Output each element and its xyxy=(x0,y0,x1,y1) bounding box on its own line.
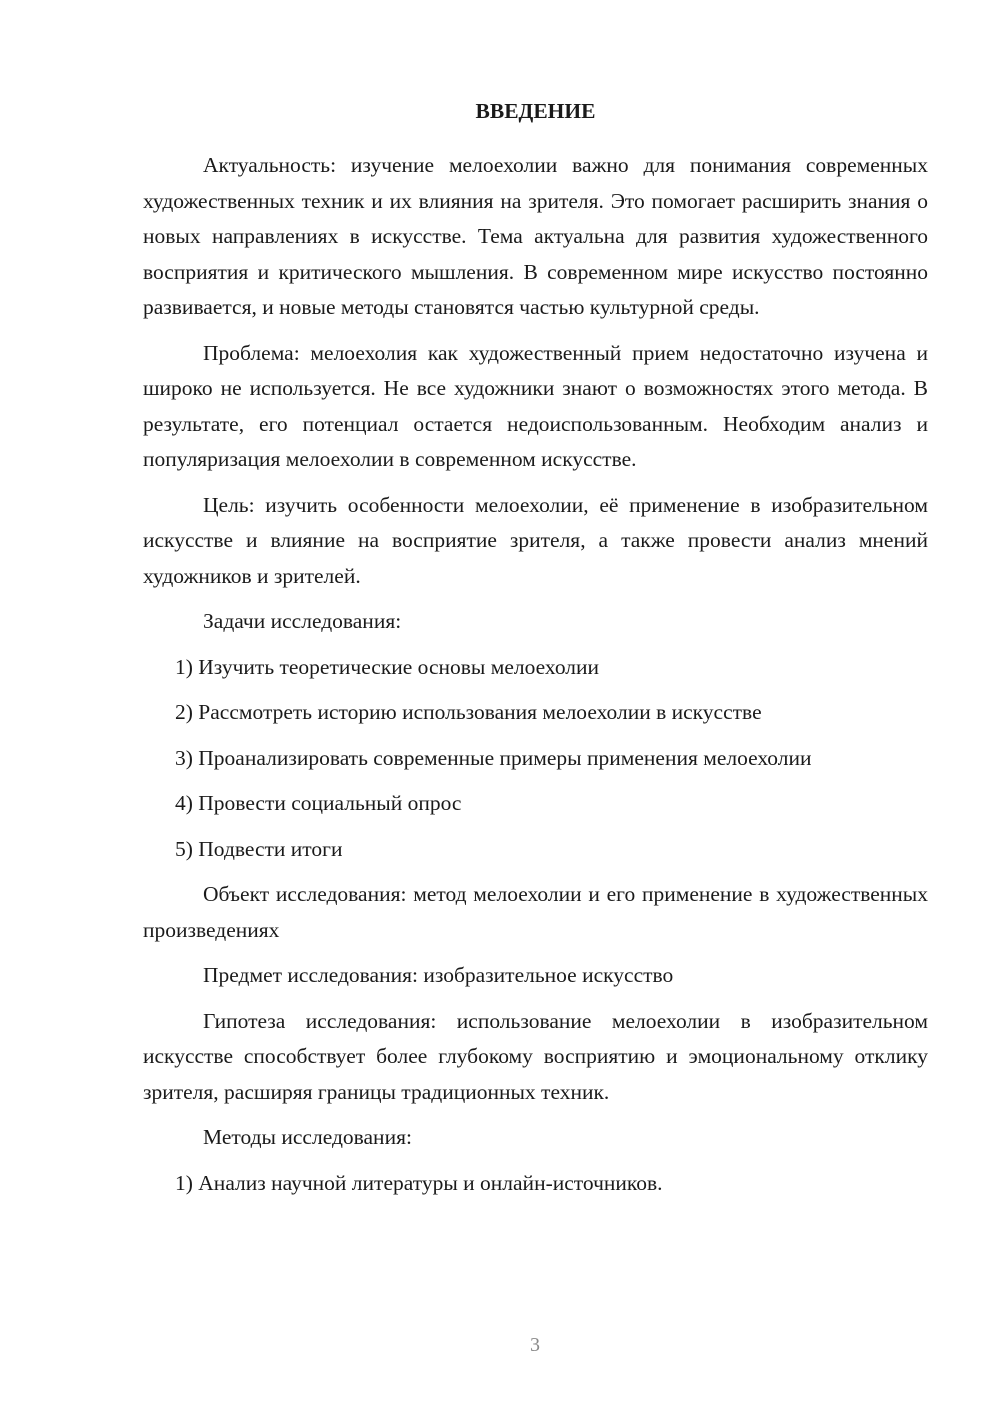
hypothesis-paragraph: Гипотеза исследования: использование мелоехолии в изобразительном искусстве способствует более глубокому восприятию и эмоциональному отклику зрителя, расширяя границы традиционных техник. xyxy=(143,1008,928,1104)
methods-heading: Методы исследования: xyxy=(203,1125,412,1149)
task-item: 5) Подвести итоги xyxy=(175,836,343,861)
goal-paragraph: Цель: изучить особенности мелоехолии, её применение в изобразительном искусстве и влияние на восприятие зрителя, а также провести анализ мнений художников и зрителей. xyxy=(143,492,928,588)
tasks-heading: Задачи исследования: xyxy=(203,609,402,633)
actuality-paragraph: Актуальность: изучение мелоехолии важно для понимания современных художественных техник и их влияния на зрителя. Это помогает расширить знания о новых направлениях в искусстве. Тема актуальна для развития художественного восприятия и критического мышления. В современном мире искусство постоянно развивается, и новые методы становятся частью культурной среды. xyxy=(143,153,928,319)
task-item: 1) Изучить теоретические основы мелоехолии xyxy=(175,654,600,679)
object-paragraph: Объект исследования: метод мелоехолии и его применение в художественных произведениях xyxy=(143,882,928,942)
task-item: 3) Проанализировать современные примеры применения мелоехолии xyxy=(175,745,812,770)
problem-paragraph: Проблема: мелоехолия как художественный прием недостаточно изучена и широко не используется. Не все художники знают о возможностях этого метода. В результате, его потенциал остается недоиспользованным. Необходим анализ и популяризация мелоехолии в современном искусстве. xyxy=(143,340,928,471)
subject-paragraph: Предмет исследования: изобразительное искусство xyxy=(203,963,674,987)
page-number: 3 xyxy=(530,1334,540,1356)
method-item: 1) Анализ научной литературы и онлайн-источников. xyxy=(175,1170,663,1195)
section-heading: ВВЕДЕНИЕ xyxy=(475,99,596,123)
task-item: 2) Рассмотреть историю использования мелоехолии в искусстве xyxy=(175,700,762,724)
task-item: 4) Провести социальный опрос xyxy=(175,791,462,815)
document-page xyxy=(143,92,928,1211)
